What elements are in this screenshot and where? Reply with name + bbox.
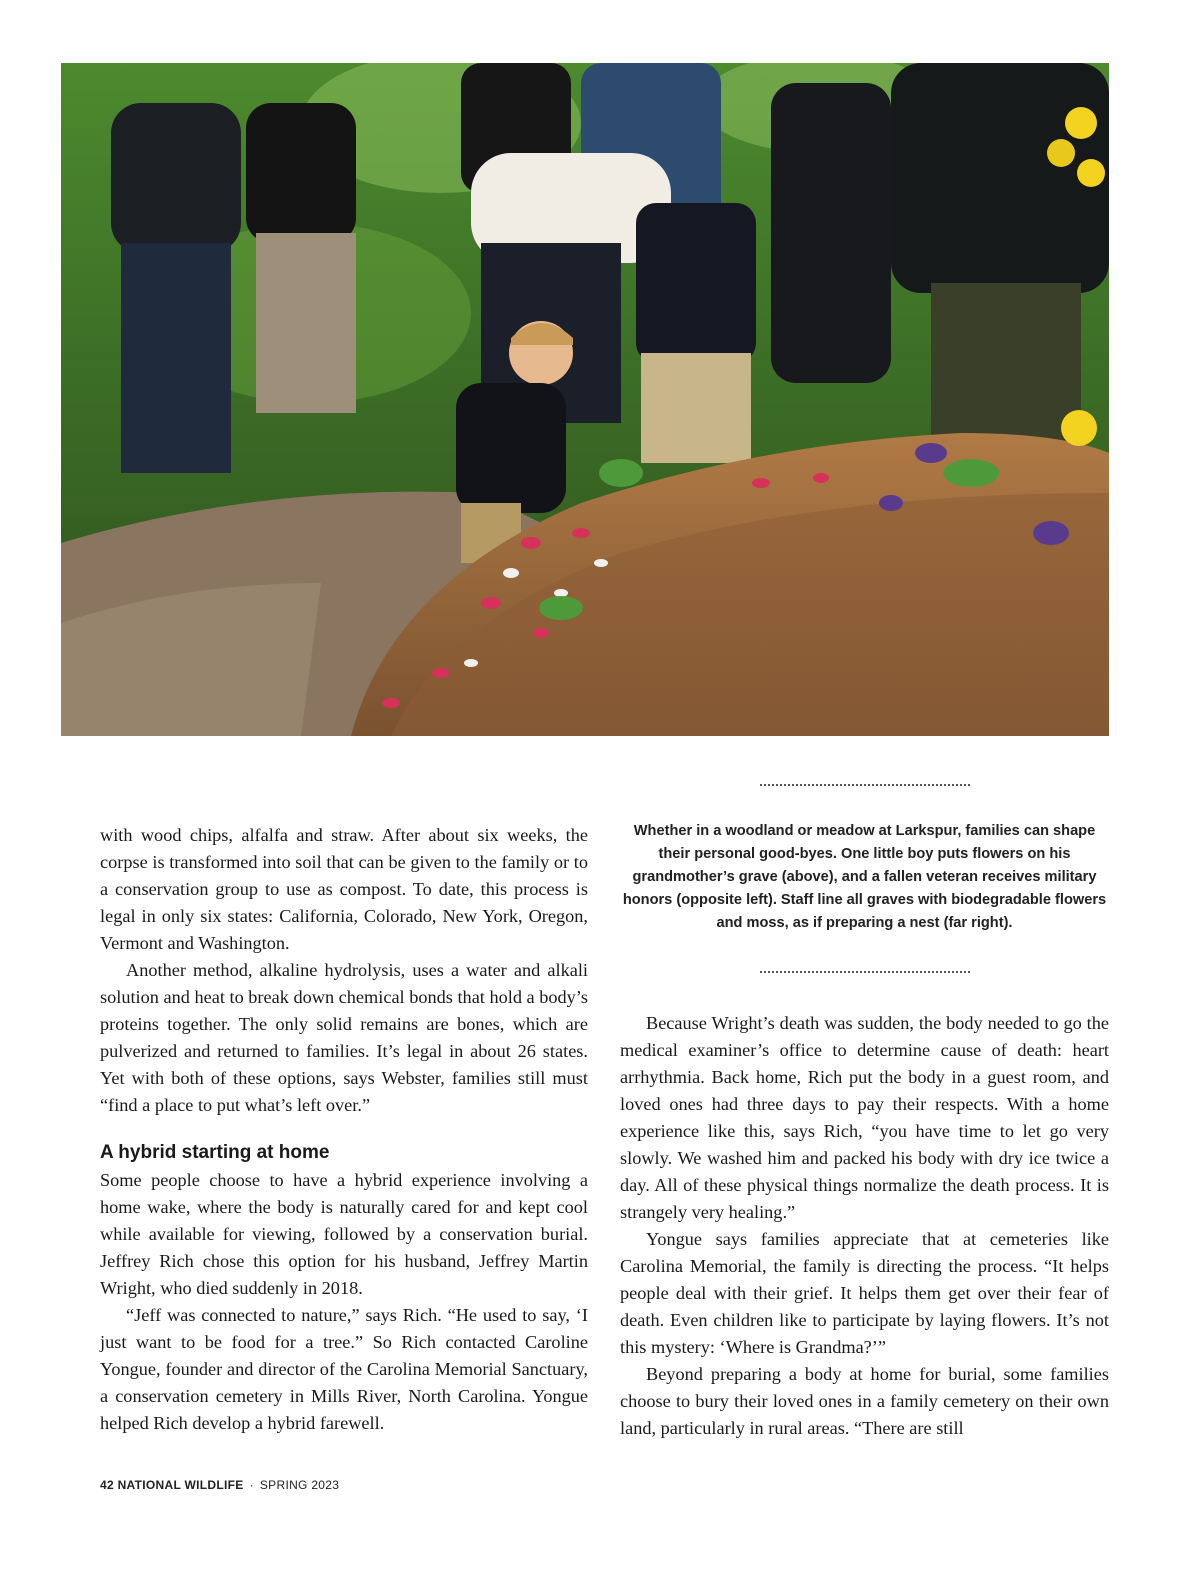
body-paragraph: with wood chips, alfalfa and straw. After about six weeks, the corpse is transformed into soil that can be given to the family or to a conservation group to use as compost. To date, this process is legal in only six states: California, Colorado, New York, Oregon, Vermont and Washington. bbox=[100, 825, 588, 953]
dotted-divider bbox=[760, 965, 970, 973]
photo-caption: Whether in a woodland or meadow at Larkspur, families can shape their personal good-byes. One little boy puts flowers on his grandmother’s grave (above), and a fallen veteran receives military honors (opposite left). Staff line all graves with biodegradable flowers and moss, as if preparing a nest (far right). bbox=[622, 823, 1107, 931]
body-paragraph: Beyond preparing a body at home for burial, some families choose to bury their loved ones in a family cemetery on their own land, particularly in rural areas. “There are still bbox=[620, 1364, 1109, 1438]
page-number: 42 bbox=[100, 1478, 114, 1492]
dotted-divider bbox=[760, 778, 970, 786]
body-paragraph: Because Wright’s death was sudden, the body needed to go the medical examiner’s office to determine cause of death: heart arrhythmia. Back home, Rich put the body in a guest room, and loved ones had three days to pay their respects. With a home experience like this, says Rich, “you have time to let go very slowly. We washed him and packed his body with dry ice twice a day. All of these physical things normalize the death process. It is strangely very healing.” bbox=[620, 1013, 1109, 1222]
magazine-name: NATIONAL WILDLIFE bbox=[117, 1478, 244, 1492]
body-paragraph: Another method, alkaline hydrolysis, uses a water and alkali solution and heat to break down chemical bonds that hold a body’s proteins together. The only solid remains are bones, which are pulverized and returned to families. It’s legal in about 26 states. Yet with both of these options, says Webster, families still must “find a place to put what’s left over.” bbox=[100, 960, 588, 1115]
right-column bbox=[620, 1010, 1109, 1442]
photo-illustration bbox=[61, 63, 1109, 736]
page-footer bbox=[100, 1478, 339, 1492]
body-paragraph: Some people choose to have a hybrid experience involving a home wake, where the body is naturally cared for and kept cool while available for viewing, followed by a conservation burial. Jeffrey Rich chose this option for his husband, Jeffrey Martin Wright, who died suddenly in 2018. bbox=[100, 1170, 588, 1298]
body-paragraph: “Jeff was connected to nature,” says Rich. “He used to say, ‘I just want to be food for a tree.” So Rich contacted Caroline Yongue, founder and director of the Carolina Memorial Sanctuary, a conservation cemetery in Mills River, North Carolina. Yongue helped Rich develop a hybrid farewell. bbox=[100, 1305, 588, 1433]
issue-date: SPRING 2023 bbox=[259, 1478, 340, 1492]
photo-grave-flowers bbox=[61, 63, 1109, 736]
body-paragraph: Yongue says families appreciate that at cemeteries like Carolina Memorial, the family is directing the process. “It helps people deal with their grief. It helps them get over their fear of death. Even children like to participate by laying flowers. It’s not this mystery: ‘Where is Grandma?’” bbox=[620, 1229, 1109, 1357]
section-subhead: A hybrid starting at home bbox=[100, 1142, 330, 1163]
photo-caption-block bbox=[620, 778, 1109, 973]
left-column bbox=[100, 822, 588, 1437]
footer-separator: · bbox=[249, 1478, 254, 1492]
